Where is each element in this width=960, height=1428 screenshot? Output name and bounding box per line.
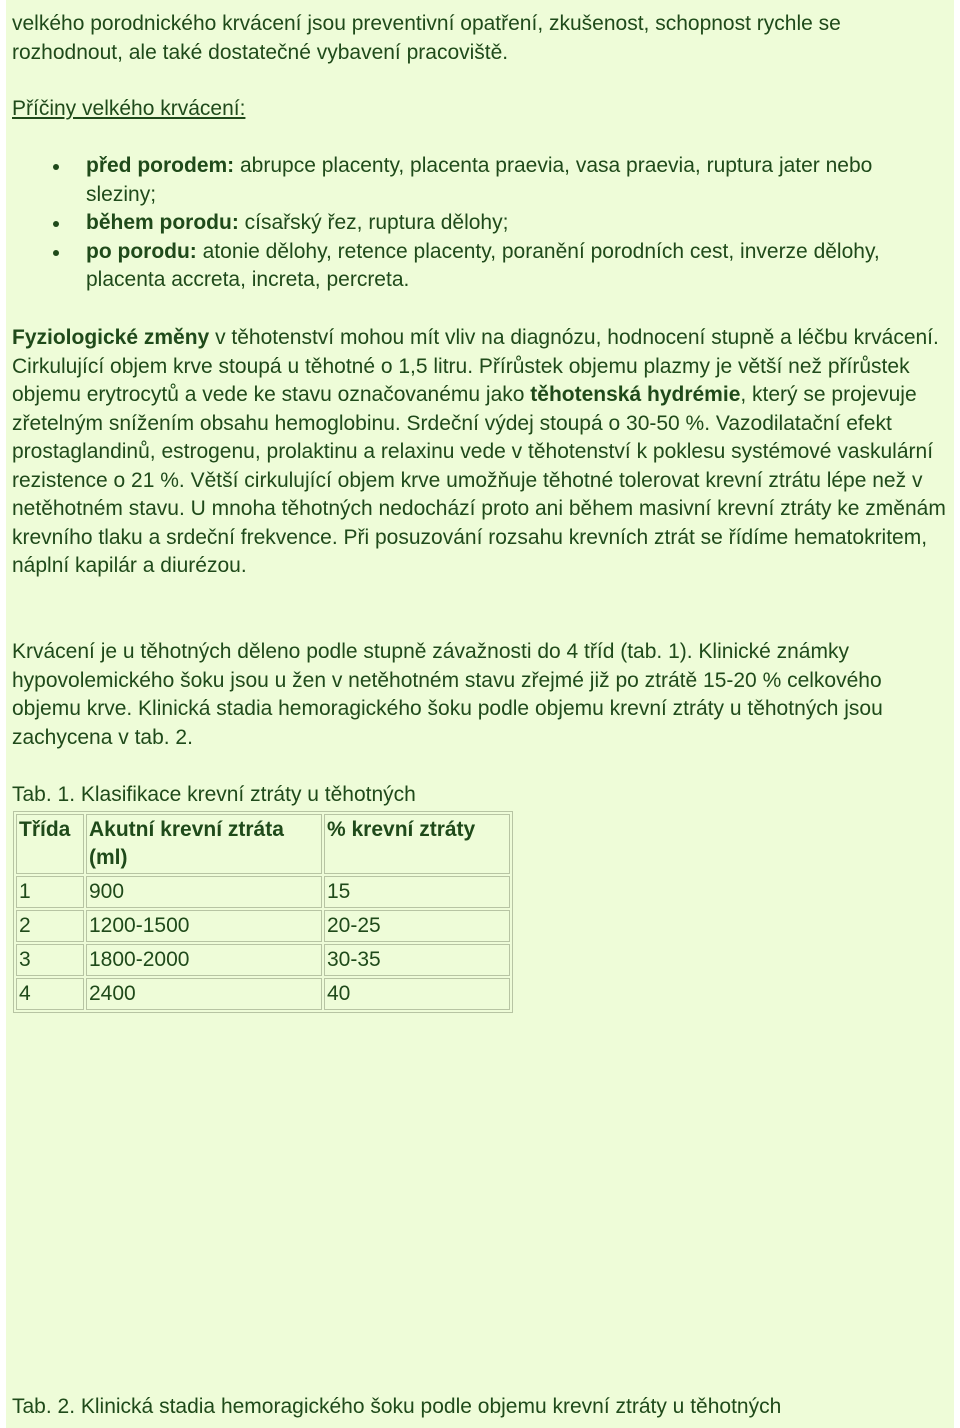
term-physiological-changes: Fyziologické změny [12,326,210,349]
table1-caption: Tab. 1. Klasifikace krevní ztráty u těhotných [12,783,416,806]
bullet-icon [53,164,59,170]
table-cell: 1800-2000 [86,944,322,976]
intro-paragraph: velkého porodnického krvácení jsou preventivní opatření, zkušenost, schopnost rychle se rozhodnout, ale také dostatečné vybavení pracoviště. [12,12,841,64]
table-cell: 900 [86,876,322,908]
blood-loss-classification-table [13,811,513,1013]
causes-list [6,152,946,295]
table-cell: 40 [324,978,510,1010]
table-header-row [16,814,510,874]
table-cell: 4 [16,978,84,1010]
classification-paragraph: Krvácení je u těhotných děleno podle stupně závažnosti do 4 tříd (tab. 1). Klinické známky hypovolemického šoku jsou u žen v netěhotném stavu zřejmé již po ztrátě 15-20 % celkového objemu krve. Klinická stadia hemoragického šoku podle objemu krevní ztráty u těhotných jsou zachycena v tab. 2. [12,640,883,749]
table-row [16,978,510,1010]
header-cell: % krevní ztráty [324,814,510,874]
header-cell: Třída [16,814,84,874]
list-item [6,238,946,295]
table-cell: 30-35 [324,944,510,976]
table-row [16,876,510,908]
cause-text: císařský řez, ruptura dělohy; [238,211,509,234]
bullet-icon [53,250,59,256]
table-row [16,944,510,976]
list-item [6,152,946,209]
paragraph-text: , který se projevuje zřetelným snížením obsahu hemoglobinu. Srdeční výdej stoupá o 30-50 %. Vazodilatační efekt prostaglandinů, estrogenu, prolaktinu a relaxinu vede v těhotenství k poklesu systémové vaskulární rezistence o 21 %. Větší cirkulující objem krve umožňuje těhotné tolerovat krevní ztrátu lépe než v netěhotném stavu. U mnoha těhotných nedochází proto ani během masivní krevní ztráty ke změnám krevního tlaku a srdeční frekvence. Při posuzování rozsahu krevních ztrát se řídíme hematokritem, náplní kapilár a diurézou. [12,383,946,577]
bullet-icon [53,221,59,227]
table-cell: 20-25 [324,910,510,942]
table-row [16,910,510,942]
header-cell: Akutní krevní ztráta (ml) [86,814,322,874]
cause-text: atonie dělohy, retence placenty, poranění porodních cest, inverze dělohy, placenta accreta, increta, percreta. [86,239,880,291]
term-hydremia: těhotenská hydrémie [530,383,741,406]
list-item [6,209,946,238]
paragraph-text: v těhotenství mohou mít vliv na diagnózu, hodnocení stupně a léčbu krvácení. Cirkulující objem krve stoupá u těhotné o 1,5 litru. Přírůstek objemu plazmy je větší než přírůstek objemu erytrocytů a vede ke stavu označovanému jako [12,326,939,406]
cause-label: po porodu: [86,239,197,263]
cause-label: během porodu: [86,211,239,234]
table-cell: 15 [324,876,510,908]
table-cell: 2 [16,910,84,942]
table-cell: 3 [16,944,84,976]
cause-label: před porodem: [86,154,235,177]
table-cell: 1200-1500 [86,910,322,942]
document-page [6,0,954,1428]
table2-caption: Tab. 2. Klinická stadia hemoragického šoku podle objemu krevní ztráty u těhotných [12,1395,782,1418]
physiology-paragraph [6,324,954,581]
cause-text: abrupce placenty, placenta praevia, vasa praevia, ruptura jater nebo sleziny; [86,154,873,206]
causes-heading: Příčiny velkého krvácení: [12,97,246,120]
table-cell: 2400 [86,978,322,1010]
table-cell: 1 [16,876,84,908]
